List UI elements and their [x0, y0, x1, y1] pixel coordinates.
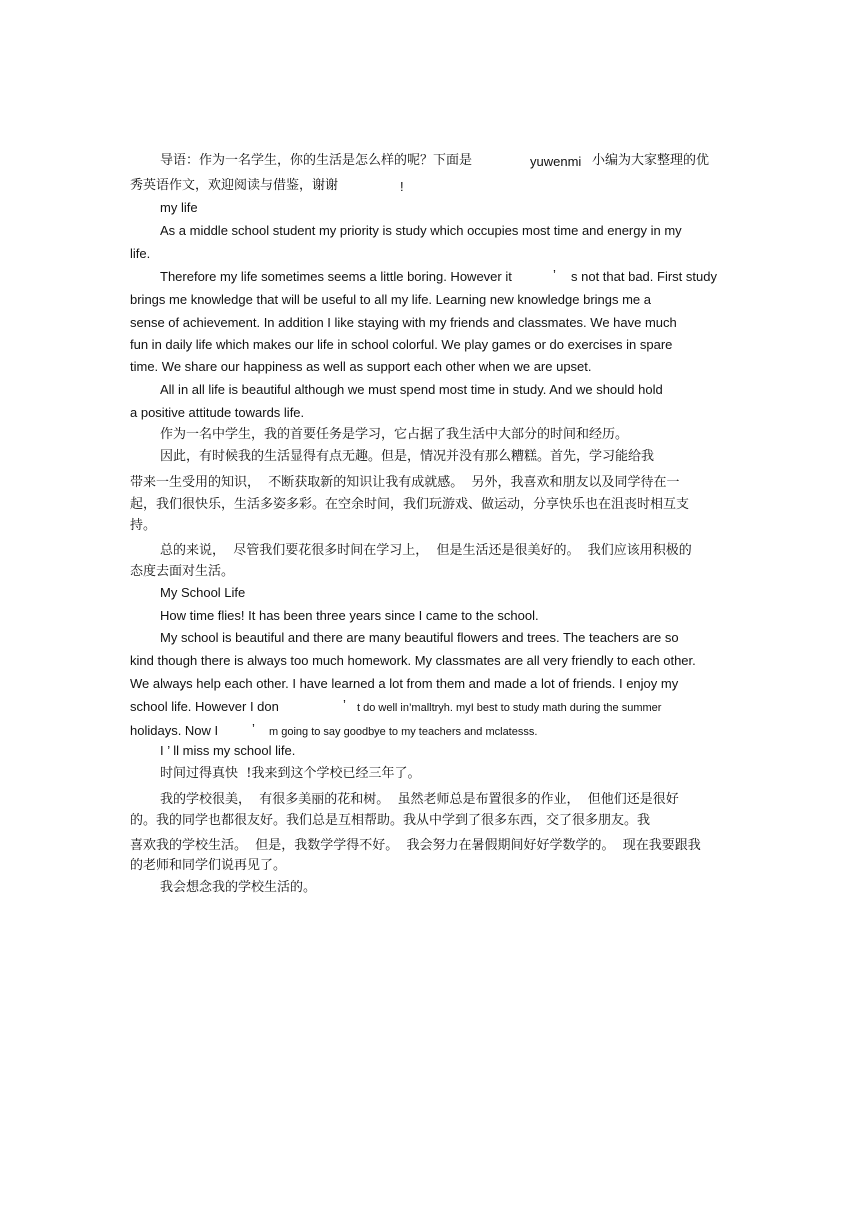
essay1-en-line: life. [130, 246, 151, 261]
essay1-zh-line: 作为一名中学生，我的首要任务是学习，它占据了我生活中大部分的时间和经历。 [160, 427, 629, 442]
essay2-zh-line: 我的学校很美， 有很多美丽的花和树。 虽然老师总是布置很多的作业， 但他们还是很好 [160, 792, 679, 807]
essay1-en-line: fun in daily life which makes our life in school colorful. We play games or do exercises in spare [130, 337, 673, 352]
essay1-zh-line: 持。 [130, 518, 157, 533]
essay1-zh-line: 起，我们很快乐，生活多姿多彩。在空余时间，我们玩游戏、做运动，分享快乐也在沮丧时相互支 [130, 497, 690, 512]
essay1-en-line: sense of achievement. In addition I like staying with my friends and classmates. We have much [130, 315, 677, 330]
essay2-en-line: school life. However I don [130, 699, 279, 714]
essay1-en-line: Therefore my life sometimes seems a little boring. However it [160, 269, 512, 284]
intro-line-1b: yuwenmi [530, 154, 582, 169]
essay1-en-line: All in all life is beautiful although we must spend most time in study. And we should hold [160, 382, 663, 397]
essay1-en-line: time. We share our happiness as well as support each other when we are upset. [130, 359, 592, 374]
essay2-en-line: How time flies! It has been three years since I came to the school. [160, 608, 539, 623]
essay2-title: My School Life [160, 585, 246, 600]
essay1-title: my life [160, 200, 198, 215]
essay2-en-line: We always help each other. I have learned a lot from them and made a lot of friends. I enjoy my [130, 676, 679, 691]
essay1-en-line: s not that bad. First study [571, 269, 717, 284]
essay2-en-line: kind though there is always too much homework. My classmates are all very friendly to each other. [130, 653, 696, 668]
essay2-apostrophe: ’ [252, 721, 255, 736]
essay2-en-line: My school is beautiful and there are many beautiful flowers and trees. The teachers are so [160, 630, 679, 645]
essay1-zh-line: 带来一生受用的知识， 不断获取新的知识让我有成就感。 另外，我喜欢和朋友以及同学待在一 [130, 475, 680, 490]
essay1-en-line: As a middle school student my priority is study which occupies most time and energy in my [160, 223, 682, 238]
essay1-zh-line: 因此，有时候我的生活显得有点无趣。但是，情况并没有那么糟糕。首先，学习能给我 [160, 449, 655, 464]
intro-line-1a: 导语：作为一名学生，你的生活是怎么样的呢？下面是 [160, 153, 473, 168]
essay2-zh-line: 的老师和同学们说再见了。 [130, 858, 287, 873]
essay2-en-line: I ’ ll miss my school life. [160, 743, 296, 758]
essay1-en-line: a positive attitude towards life. [130, 405, 305, 420]
essay2-zh-line: 我会想念我的学校生活的。 [160, 880, 317, 895]
essay1-zh-line: 态度去面对生活。 [130, 564, 235, 579]
essay1-zh-line: 总的来说， 尽管我们要花很多时间在学习上， 但是生活还是很美好的。 我们应该用积极的 [160, 543, 692, 558]
essay2-en-line: t do well in’malltryh. myI best to study math during the summer [357, 702, 662, 714]
essay2-zh-line: 的。我的同学也都很友好。我们总是互相帮助。我从中学到了很多东西，交了很多朋友。我 [130, 813, 651, 828]
essay1-apostrophe: ’ [553, 267, 556, 282]
essay1-en-line: brings me knowledge that will be useful to all my life. Learning new knowledge brings me a [130, 292, 652, 307]
essay2-zh-line: 时间过得真快 !我来到这个学校已经三年了。 [160, 766, 421, 781]
essay2-en-line: holidays. Now I [130, 723, 219, 738]
intro-line-2a: 秀英语作文，欢迎阅读与借鉴，谢谢 [130, 178, 339, 193]
intro-line-1c: 小编为大家整理的优 [592, 153, 710, 168]
intro-line-2b: ! [400, 179, 404, 194]
essay2-zh-line: 喜欢我的学校生活。 但是，我数学学得不好。 我会努力在暑假期间好好学数学的。 现在我要跟我 [130, 838, 701, 853]
essay2-apostrophe: ’ [343, 697, 346, 712]
essay2-en-line: m going to say goodbye to my teachers and mclatesss. [269, 726, 538, 738]
